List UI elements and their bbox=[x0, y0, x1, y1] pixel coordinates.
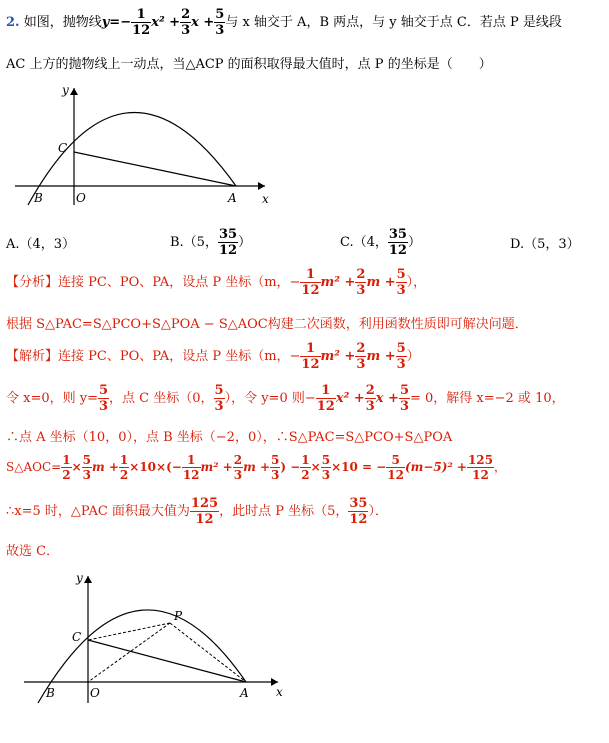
analysis-line-2: 根据 S△PAC=S△PCO+S△POA − S△AOC构建二次函数，利用函数性质即可解决问题． bbox=[6, 317, 528, 332]
label-b: B bbox=[46, 686, 55, 700]
fraction: $\frac{125}{12}$ bbox=[190, 496, 219, 527]
fraction: $\frac{2}{3}$ bbox=[356, 267, 366, 298]
eq-term: x² + bbox=[151, 15, 181, 30]
fraction: $\frac{5}{3}$ bbox=[321, 453, 331, 482]
fraction: $\frac{5}{12}$ bbox=[387, 453, 404, 482]
fraction: $\frac{5}{3}$ bbox=[396, 341, 406, 372]
question-line-1 bbox=[6, 8, 562, 37]
y-axis-arrow bbox=[84, 576, 92, 583]
solution-tag: 【解析】 bbox=[6, 349, 59, 364]
label-b: B bbox=[34, 191, 43, 205]
fraction: $\frac{1}{12}$ bbox=[301, 267, 320, 298]
parabola bbox=[28, 112, 236, 205]
fraction: $\frac{2}{3}$ bbox=[181, 7, 191, 38]
option-b[interactable]: B.（5， $\frac{35}{12}$ ） bbox=[170, 227, 252, 258]
conclusion: 故选 C． bbox=[6, 544, 60, 559]
solution-line-4: S△AOC= $\frac{1}{2}$ × $\frac{5}{3}$ m + $\frac{1}{2}$ ×10×(− $\frac{1}{12}$ m² + $\frac{2}{3}$ m + $\frac{5}{3}$ ) − $\frac{1}{2}$ × $\frac{5}{3}$ ×10 = − $\frac{5}{12}$ (m−5)² + $\frac{125}{12}$ ， bbox=[6, 453, 507, 482]
eq-term: x + bbox=[191, 15, 215, 30]
question-lead: 如图，抛物线 bbox=[23, 15, 102, 30]
question-number: 2. bbox=[6, 15, 20, 30]
label-o: O bbox=[90, 686, 100, 700]
fraction: $\frac{35}{12}$ bbox=[388, 227, 407, 258]
solution-line-1: 【解析】连接 PC、PO、PA，设点 P 坐标（m，− $\frac{1}{12}$ m² + $\frac{2}{3}$ m + $\frac{5}{3}$ ） bbox=[6, 341, 420, 372]
label-a: A bbox=[240, 686, 249, 700]
solution-line-3: ∴点 A 坐标（10，0），点 B 坐标（−2，0），∴S△PAC=S△PCO+S△POA bbox=[6, 430, 453, 445]
label-c: C bbox=[72, 630, 82, 644]
fraction: $\frac{2}{3}$ bbox=[356, 341, 366, 372]
fraction: $\frac{2}{3}$ bbox=[233, 453, 243, 482]
x-axis-arrow bbox=[258, 182, 265, 190]
label-x: x bbox=[276, 685, 283, 699]
label-a: A bbox=[228, 191, 237, 205]
eq-y: y bbox=[101, 15, 110, 30]
analysis-line-1: 【分析】连接 PC、PO、PA，设点 P 坐标（m，− $\frac{1}{12}$ m² + $\frac{2}{3}$ m + $\frac{5}{3}$ ）， bbox=[6, 267, 427, 298]
parabola bbox=[38, 610, 246, 703]
fraction: $\frac{5}{3}$ bbox=[271, 453, 280, 482]
segment-pc bbox=[88, 623, 170, 640]
fraction: $\frac{1}{2}$ bbox=[301, 453, 310, 482]
fraction: $\frac{1}{12}$ bbox=[182, 453, 200, 482]
option-d[interactable]: D.（5，3） bbox=[510, 237, 580, 252]
option-c[interactable]: C.（4， $\frac{35}{12}$ ） bbox=[340, 227, 421, 258]
fraction: $\frac{5}{3}$ bbox=[215, 7, 225, 38]
label-y: y bbox=[76, 571, 83, 585]
segment-pa bbox=[170, 623, 246, 682]
fraction: $\frac{1}{2}$ bbox=[119, 453, 129, 482]
y-axis-arrow bbox=[70, 88, 78, 95]
fraction: $\frac{1}{2}$ bbox=[62, 453, 71, 482]
label-o: O bbox=[76, 191, 86, 205]
fraction: $\frac{1}{12}$ bbox=[301, 341, 320, 372]
analysis-tag: 【分析】 bbox=[6, 275, 59, 290]
fraction: $\frac{2}{3}$ bbox=[365, 383, 375, 414]
label-x: x bbox=[262, 192, 269, 206]
question-line-2: AC 上方的抛物线上一动点，当△ACP 的面积取得最大值时，点 P 的坐标是（ ） bbox=[6, 57, 492, 72]
fraction: $\frac{5}{3}$ bbox=[99, 383, 109, 414]
fraction: $\frac{5}{3}$ bbox=[396, 267, 406, 298]
fraction: $\frac{5}{3}$ bbox=[399, 383, 409, 414]
figure-1 bbox=[10, 80, 275, 210]
fraction: $\frac{125}{12}$ bbox=[467, 453, 494, 482]
fraction: $\frac{1}{12}$ bbox=[132, 7, 151, 38]
label-y: y bbox=[62, 83, 69, 97]
solution-line-2: 令 x=0，则 y= $\frac{5}{3}$ ，点 C 坐标（0， $\frac{5}{3}$ ），令 y=0 则− $\frac{1}{12}$ x² + $\frac{2}{3}$ x + $\frac{5}{3}$ = 0，解得 x=−2 或 10， bbox=[6, 383, 565, 414]
option-a[interactable]: A.（4，3） bbox=[6, 237, 76, 252]
fraction: $\frac{5}{3}$ bbox=[214, 383, 224, 414]
solution-line-5: ∴x=5 时，△PAC 面积最大值为 $\frac{125}{12}$ ，此时点 P 坐标（5， $\frac{35}{12}$ ）． bbox=[6, 496, 388, 527]
question-tail: 与 x 轴交于 A，B 两点，与 y 轴交于点 C．若点 P 是线段 bbox=[225, 15, 562, 30]
fraction: $\frac{1}{12}$ bbox=[316, 383, 335, 414]
fraction: $\frac{5}{3}$ bbox=[82, 453, 91, 482]
fraction: $\frac{35}{12}$ bbox=[218, 227, 238, 258]
eq-equals: =− bbox=[109, 15, 132, 30]
label-c: C bbox=[58, 141, 68, 155]
figure-2 bbox=[20, 568, 290, 708]
segment-ca bbox=[88, 640, 246, 682]
label-p: P bbox=[174, 609, 183, 623]
fraction: $\frac{35}{12}$ bbox=[349, 496, 368, 527]
segment-ca bbox=[74, 152, 236, 186]
